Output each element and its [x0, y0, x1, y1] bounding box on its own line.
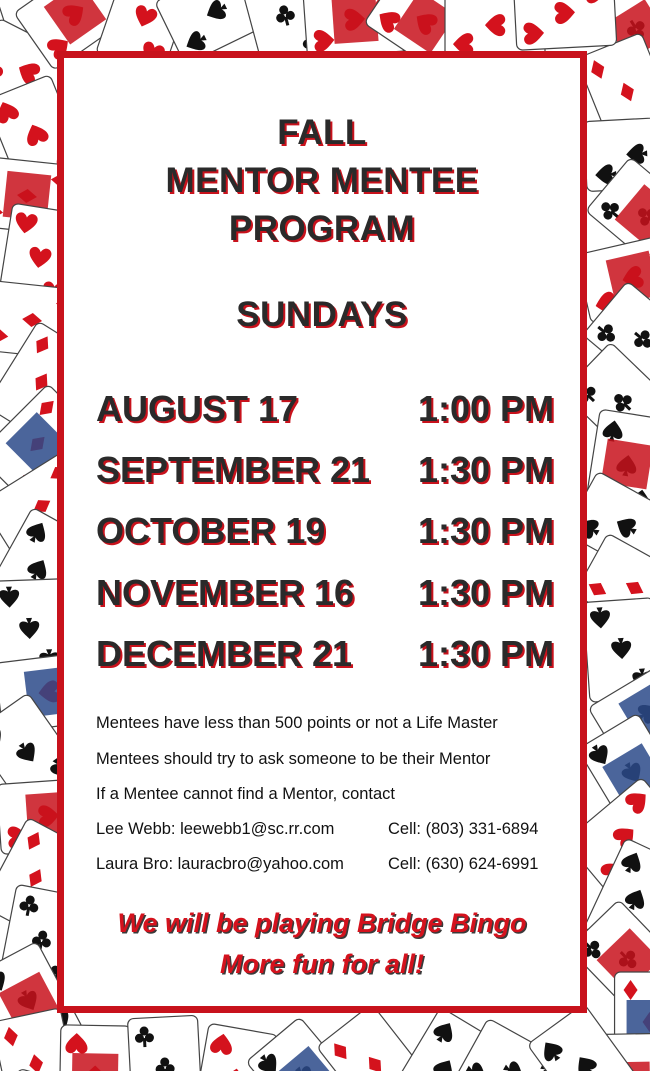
title-line-fall: FALL — [277, 113, 367, 152]
schedule-time: 1:30 PM — [418, 510, 555, 551]
schedule-time: 1:30 PM — [418, 572, 555, 613]
tagline-more-fun: More fun for all! — [220, 949, 424, 979]
schedule-time: 1:30 PM — [418, 633, 555, 674]
schedule-date: DECEMBER 21 — [96, 633, 353, 674]
contact-cell: Cell: (803) 331-6894 — [388, 820, 539, 838]
title-line-program: PROGRAM — [228, 209, 416, 248]
info-ask-mentor: Mentees should try to ask someone to be their Mentor — [96, 750, 491, 768]
playing-card — [513, 0, 617, 50]
flyer-panel — [57, 51, 587, 1013]
tagline-bridge-bingo: We will be playing Bridge Bingo — [117, 908, 527, 938]
playing-card — [127, 1015, 202, 1071]
contact-name-email: Lee Webb: leewebb1@sc.rr.com — [96, 820, 335, 838]
schedule-time: 1:00 PM — [418, 388, 555, 429]
schedule-time: 1:30 PM — [418, 449, 555, 490]
schedule-date: NOVEMBER 16 — [96, 572, 355, 613]
schedule-date: SEPTEMBER 21 — [96, 449, 371, 490]
title-line-mentor-mentee: MENTOR MENTEE — [165, 161, 479, 200]
info-eligibility: Mentees have less than 500 points or not a Life Master — [96, 714, 498, 732]
playing-card — [59, 1025, 131, 1071]
contact-cell: Cell: (630) 624-6991 — [388, 855, 539, 873]
schedule-date: AUGUST 17 — [96, 388, 299, 429]
subheading-sundays: SUNDAYS — [236, 295, 408, 334]
contact-name-email: Laura Bro: lauracbro@yahoo.com — [96, 855, 344, 873]
info-contact-intro: If a Mentee cannot find a Mentor, contact — [96, 785, 396, 803]
schedule-date: OCTOBER 19 — [96, 510, 326, 551]
